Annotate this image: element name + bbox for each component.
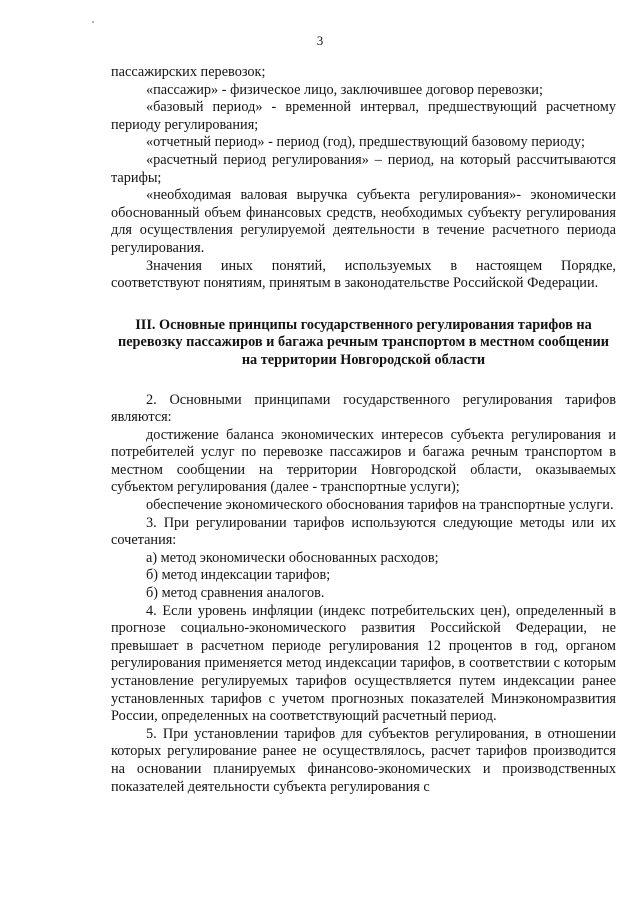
paragraph: «необходимая валовая выручка субъекта регулирования»- экономически обоснованный объем финансовых средств, необходимых субъекту регулирования для осуществления регулируемой деятельности в течение расчетного периода регулирования. (111, 187, 616, 256)
section-heading: III. Основные принципы государственного регулирования тарифов на перевозку пассажиров и багажа речным транспортом в местном сообщении на территории Новгородской области (117, 316, 610, 368)
list-item: а) метод экономически обоснованных расходов; (146, 549, 439, 566)
document-body (111, 64, 616, 796)
principles-section (111, 392, 616, 550)
paragraph: обеспечение экономического обоснования тарифов на транспортные услуги. (146, 497, 614, 514)
paragraph: 2. Основными принципами государственного регулирования тарифов являются: (111, 391, 616, 426)
page-number: 3 (316, 33, 324, 48)
paragraph: «отчетный период» - период (год), предшествующий базовому периоду; (146, 134, 585, 151)
paragraph: 4. Если уровень инфляции (индекс потребительских цен), определенный в прогнозе социально-экономического развития Российской Федерации, не превышает в расчетном периоде регулирования 12 процентов в год, органом регулирования применяется метод индексации тарифов, в соответствии с которым установление регулируемых тарифов осуществляется путем индексации ранее установленных тарифов с учетом прогнозных показателей Минэкономразвития России, определенных на соответствующий расчетный период. (111, 602, 616, 725)
paragraph: достижение баланса экономических интересов субъекта регулирования и потребителей услуг по перевозке пассажиров и багажа речным транспортом в местном сообщении на территории Новгородской области, оказываемых субъектом регулирования (далее - транспортные услуги); (111, 426, 616, 496)
rules-section (111, 603, 616, 797)
methods-list (111, 550, 616, 603)
paragraph: «расчетный период регулирования» – период, на который рассчитываются тарифы; (111, 151, 616, 186)
definitions-section (111, 64, 616, 293)
paragraph: «пассажир» - физическое лицо, заключившее договор перевозки; (146, 81, 543, 98)
paragraph: Значения иных понятий, используемых в настоящем Порядке, соответствуют понятиям, принятым в законодательстве Российской Федерации. (111, 257, 616, 292)
paragraph: 3. При регулировании тарифов используются следующие методы или их сочетания: (111, 514, 616, 549)
paragraph: 5. При установлении тарифов для субъектов регулирования, в отношении которых регулирование ранее не осуществлялось, расчет тарифов производится на основании планируемых финансово-экономических и производственных показателей деятельности субъекта регулирования с (111, 725, 616, 795)
list-item: б) метод сравнения аналогов. (146, 585, 325, 602)
paragraph: «базовый период» - временной интервал, предшествующий расчетному периоду регулирования; (111, 99, 616, 133)
list-item: б) метод индексации тарифов; (146, 567, 331, 584)
scan-speck (92, 21, 94, 23)
paragraph: пассажирских перевозок; (111, 64, 266, 80)
